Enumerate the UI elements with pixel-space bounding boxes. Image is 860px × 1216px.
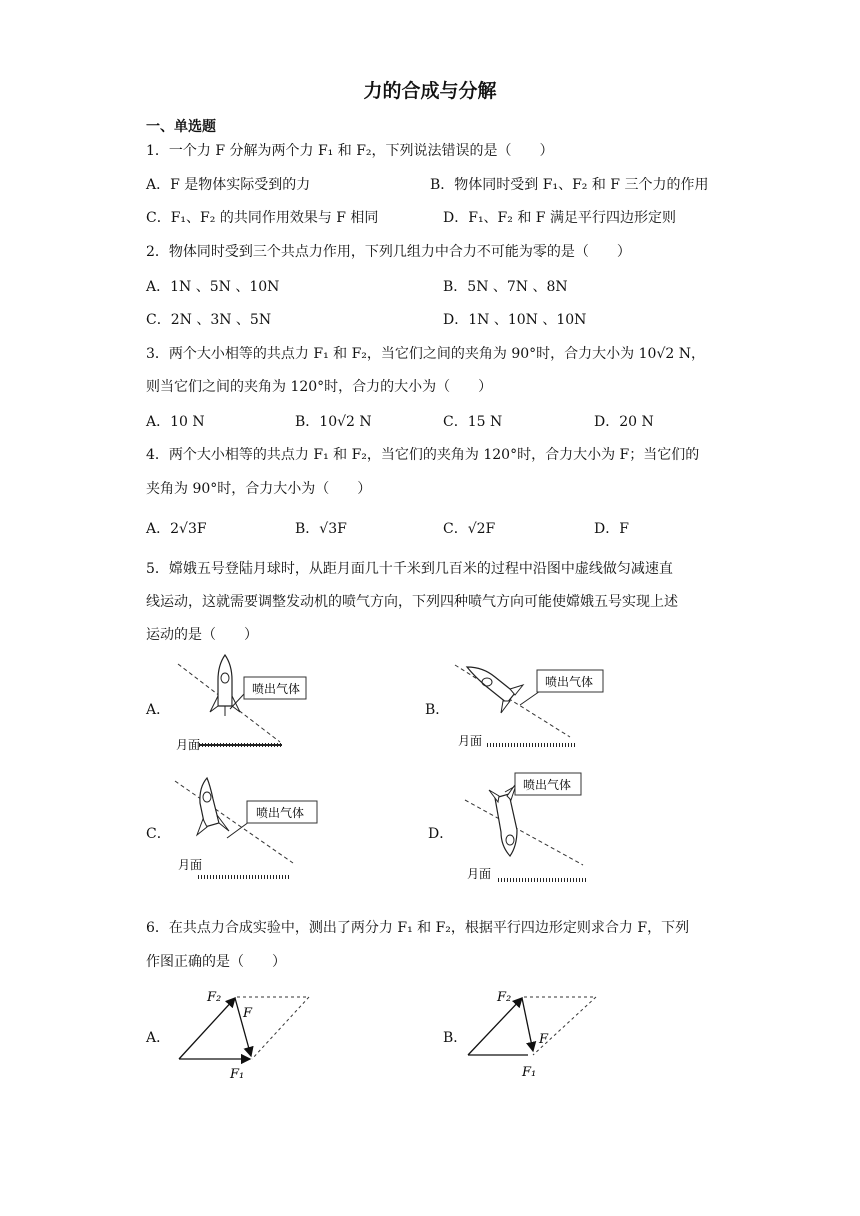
q6-a-f1-label: F₁ <box>230 1067 245 1082</box>
q5-d-ground: 月面 <box>467 867 492 881</box>
q6-stem-line1: 6．在共点力合成实验中，测出了两分力 F₁ 和 F₂，根据平行四边形定则求合力 F，下列 <box>146 920 690 936</box>
q5-b-ground: 月面 <box>458 734 483 748</box>
q2-option-c: C．2N 、3N 、5N <box>146 312 272 328</box>
q3-stem-line1: 3．两个大小相等的共点力 F₁ 和 F₂，当它们之间的夹角为 90°时，合力大小为 10√2 N， <box>146 346 705 362</box>
q5-stem-line3: 运动的是（ ） <box>146 627 258 643</box>
q5-d-callout: 喷出气体 <box>523 778 572 792</box>
q3-option-b: B．10√2 N <box>295 414 372 430</box>
q3-option-c: C．15 N <box>443 414 503 430</box>
section-heading: 一、单选题 <box>146 119 216 135</box>
q5-figure-b <box>455 655 615 750</box>
q1-option-b: B．物体同时受到 F₁、F₂ 和 F 三个力的作用 <box>430 177 709 193</box>
q4-stem-line2: 夹角为 90°时，合力大小为（ ） <box>146 481 372 497</box>
q1-option-a: A．F 是物体实际受到的力 <box>146 177 311 193</box>
q3-option-a: A．10 N <box>146 414 205 430</box>
q4-stem-line1: 4．两个大小相等的共点力 F₁ 和 F₂，当它们的夹角为 120°时，合力大小为 F；当它们的 <box>146 447 700 463</box>
q5-a-ground: 月面 <box>176 738 201 752</box>
q6-figure-b <box>465 985 605 1085</box>
q2-stem: 2．物体同时受到三个共点力作用，下列几组力中合力不可能为零的是（ ） <box>146 244 631 260</box>
q5-stem-line1: 5．嫦娥五号登陆月球时，从距月面几十千米到几百米的过程中沿图中虚线做匀减速直 <box>146 561 673 577</box>
q5-figure-c <box>175 775 325 880</box>
q6-label-a: A． <box>146 1030 171 1046</box>
q3-option-d: D．20 N <box>594 414 654 430</box>
q6-a-f-label: F <box>243 1006 253 1021</box>
page-title: 力的合成与分解 <box>363 80 497 102</box>
q5-label-c: C． <box>146 826 171 842</box>
q5-a-callout: 喷出气体 <box>252 682 301 696</box>
q5-figure-d <box>465 770 615 885</box>
q6-stem-line2: 作图正确的是（ ） <box>146 954 286 970</box>
q2-option-b: B．5N 、7N 、8N <box>443 279 568 295</box>
q6-b-f-label: F <box>539 1032 549 1047</box>
q5-label-d: D． <box>428 826 454 842</box>
q6-b-f2-label: F₂ <box>497 990 512 1005</box>
q2-option-a: A．1N 、5N 、10N <box>146 279 280 295</box>
q6-b-f1-label: F₁ <box>522 1065 537 1080</box>
q3-stem-line2: 则当它们之间的夹角为 120°时，合力的大小为（ ） <box>146 379 493 395</box>
q4-option-b: B．√3F <box>295 521 347 537</box>
q6-figure-a <box>175 985 315 1085</box>
q6-a-f2-label: F₂ <box>207 990 222 1005</box>
q4-option-a: A．2√3F <box>146 521 207 537</box>
q2-option-d: D．1N 、10N 、10N <box>443 312 587 328</box>
q5-c-callout: 喷出气体 <box>256 806 305 820</box>
q1-stem: 1．一个力 F 分解为两个力 F₁ 和 F₂，下列说法错误的是（ ） <box>146 143 554 159</box>
q1-option-d: D．F₁、F₂ 和 F 满足平行四边形定则 <box>443 210 676 226</box>
q5-c-ground: 月面 <box>178 858 203 872</box>
q5-label-a: A． <box>146 702 171 718</box>
q4-option-d: D．F <box>594 521 629 537</box>
q5-label-b: B． <box>425 702 450 718</box>
q5-figure-a <box>170 650 301 752</box>
q6-label-b: B． <box>443 1030 468 1046</box>
q5-b-callout: 喷出气体 <box>545 675 594 689</box>
q1-option-c: C．F₁、F₂ 的共同作用效果与 F 相同 <box>146 210 379 226</box>
q4-option-c: C．√2F <box>443 521 496 537</box>
q5-stem-line2: 线运动，这就需要调整发动机的喷气方向，下列四种喷气方向可能使嫦娥五号实现上述 <box>146 594 678 610</box>
